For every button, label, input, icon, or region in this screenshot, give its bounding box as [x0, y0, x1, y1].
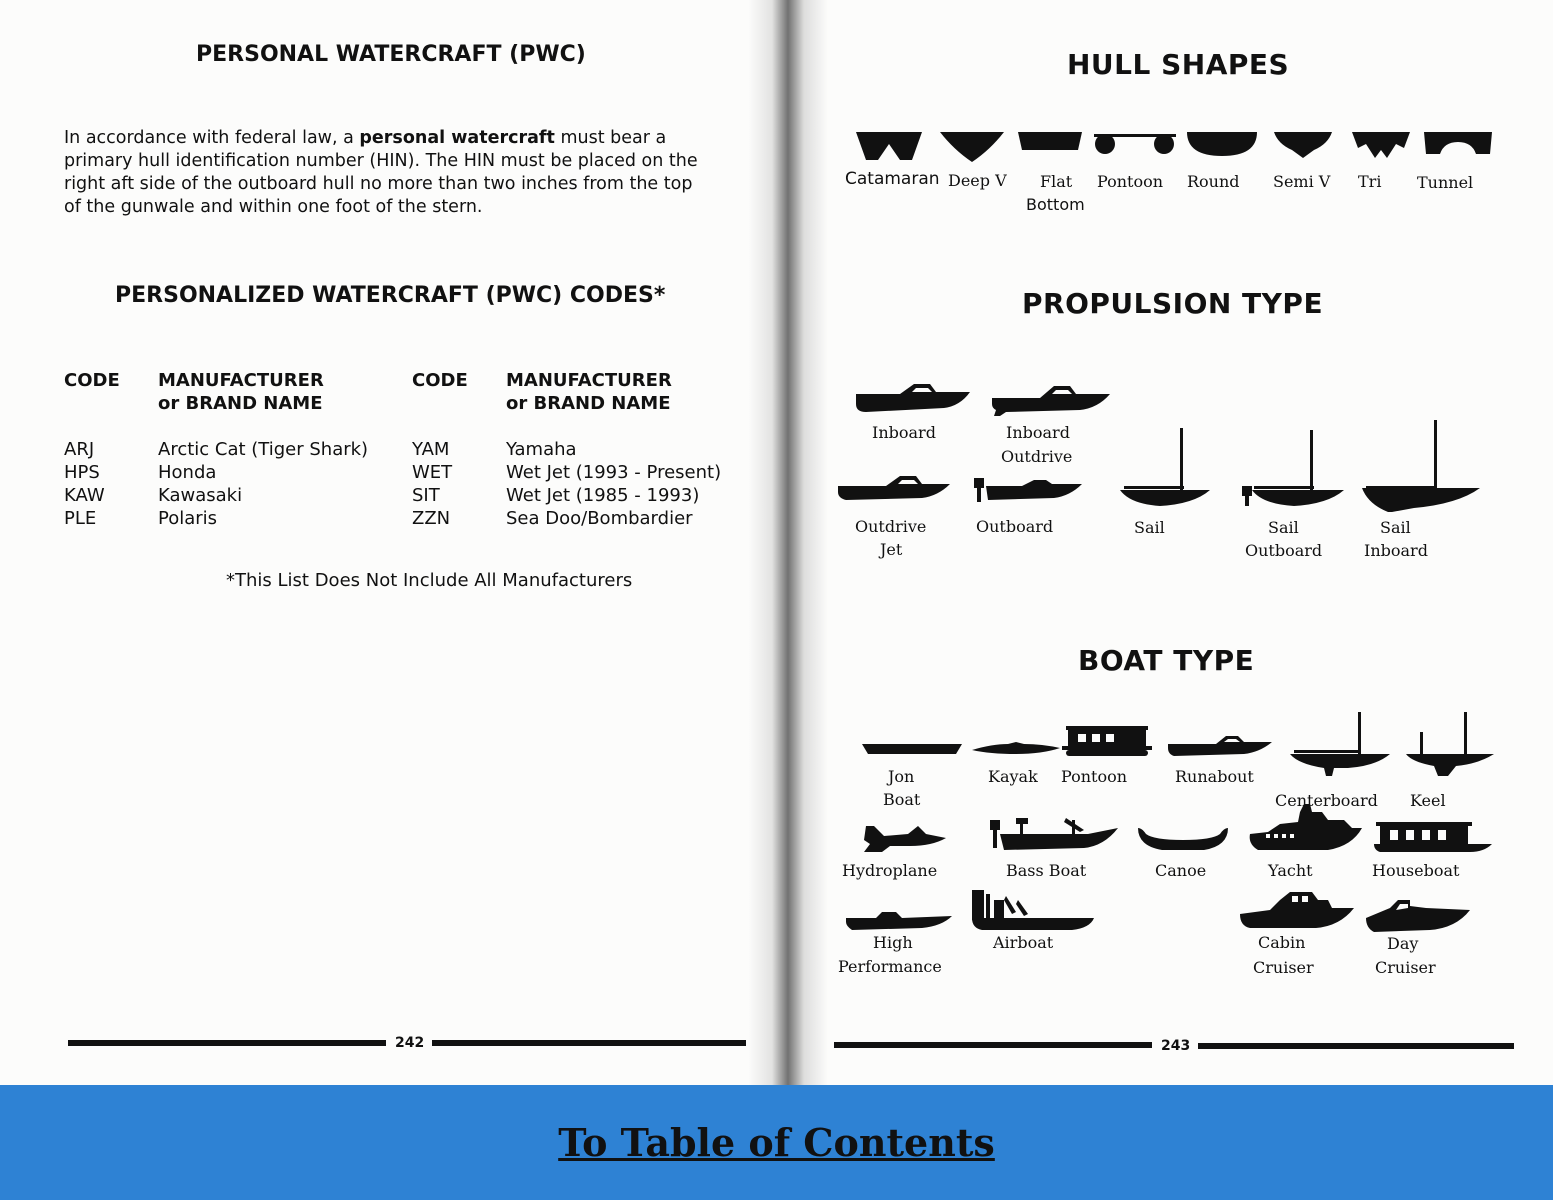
page-number-243: 243: [1161, 1038, 1191, 1054]
label-pontoon-hull: Pontoon: [1097, 172, 1164, 191]
label-yacht: Yacht: [1268, 861, 1313, 880]
inboard-boat-icon: [856, 380, 970, 416]
label-centerboard: Centerboard: [1275, 791, 1378, 810]
table-row: Wet Jet (1993 - Present): [506, 462, 722, 483]
yacht-icon: [1248, 804, 1362, 854]
label-tri: Tri: [1358, 172, 1382, 191]
table-row: SIT: [412, 485, 440, 506]
label-sail-outboard-2: Outboard: [1245, 541, 1323, 560]
label-hydroplane: Hydroplane: [842, 861, 938, 880]
label-outboard: Outboard: [976, 517, 1054, 536]
label-performance: Performance: [838, 957, 942, 976]
label-sail-inboard-1: Sail: [1380, 518, 1411, 537]
label-cabin-cruiser: Cruiser: [1253, 958, 1314, 977]
codes-left-column: [64, 438, 105, 530]
label-cabin: Cabin: [1258, 933, 1306, 952]
inboard-outdrive-boat-icon: [990, 384, 1110, 418]
table-row: Kawasaki: [158, 485, 243, 506]
cabin-cruiser-icon: [1240, 888, 1354, 932]
canoe-icon: [1138, 826, 1228, 852]
label-sail-inboard-2: Inboard: [1364, 541, 1428, 560]
flat-bottom-hull-icon: [1018, 130, 1082, 152]
tri-hull-icon: [1352, 130, 1410, 160]
pwc-line-4: of the gunwale and within one foot of the stern.: [64, 197, 483, 217]
page-rule: [1198, 1043, 1514, 1049]
page-number-242: 242: [395, 1035, 425, 1051]
hydroplane-icon: [860, 822, 946, 854]
jon-boat-icon: [862, 742, 962, 756]
outdrive-jet-boat-icon: [838, 474, 950, 504]
label-inboard-outdrive-2: Outdrive: [1001, 447, 1073, 466]
semi-v-hull-icon: [1274, 130, 1332, 160]
page-rule: [432, 1040, 746, 1046]
table-row: Wet Jet (1985 - 1993): [506, 485, 700, 506]
tunnel-hull-icon: [1424, 130, 1492, 156]
label-sail: Sail: [1134, 518, 1165, 537]
label-tunnel: Tunnel: [1417, 173, 1474, 192]
names-left-column: [158, 438, 368, 530]
label-kayak: Kayak: [988, 767, 1038, 786]
airboat-icon: [972, 890, 1094, 932]
table-row: WET: [412, 462, 453, 483]
label-pontoon-boat: Pontoon: [1061, 767, 1128, 786]
deep-v-hull-icon: [940, 130, 1004, 164]
pwc-line-3: right aft side of the outboard hull no more than two inches from the top: [64, 174, 693, 194]
table-of-contents-link[interactable]: To Table of Contents: [558, 1120, 995, 1165]
label-houseboat: Houseboat: [1372, 861, 1460, 880]
table-row: Arctic Cat (Tiger Shark): [158, 439, 369, 460]
label-day-cruiser: Cruiser: [1375, 958, 1436, 977]
catamaran-hull-icon: [856, 130, 922, 164]
label-bottom: Bottom: [1026, 195, 1085, 214]
table-row: YAM: [412, 439, 450, 460]
table-row: PLE: [64, 508, 97, 529]
label-inboard: Inboard: [872, 423, 936, 442]
label-round: Round: [1187, 172, 1240, 191]
label-sail-outboard-1: Sail: [1268, 518, 1299, 537]
kayak-icon: [972, 740, 1060, 756]
label-catamaran: Catamaran: [845, 169, 940, 189]
table-row: Yamaha: [506, 439, 577, 460]
hull-shapes-title: HULL SHAPES: [1067, 48, 1290, 81]
table-row: KAW: [64, 485, 105, 506]
table-row: ZZN: [412, 508, 451, 529]
pwc-title: PERSONAL WATERCRAFT (PWC): [196, 42, 586, 67]
label-day: Day: [1387, 934, 1419, 953]
label-deep-v: Deep V: [948, 171, 1007, 190]
page-rule: [834, 1042, 1152, 1048]
pwc-paragraph: [64, 127, 744, 219]
label-jon-boat: Boat: [883, 790, 921, 809]
table-row: Honda: [158, 462, 217, 483]
label-outdrive-jet-2: Jet: [880, 540, 903, 559]
label-inboard-outdrive-1: Inboard: [1006, 423, 1070, 442]
label-jon: Jon: [888, 767, 915, 786]
propulsion-title: PROPULSION TYPE: [1022, 287, 1324, 320]
label-airboat: Airboat: [993, 933, 1054, 952]
boat-type-title: BOAT TYPE: [1078, 644, 1255, 677]
pontoon-hull-icon: [1094, 130, 1176, 156]
names-right-column: [506, 438, 721, 530]
header-code-1: CODE: [64, 370, 120, 391]
label-high: High: [873, 933, 913, 952]
centerboard-boat-icon: [1290, 712, 1390, 778]
header-manufacturer-1: MANUFACTURER or BRAND NAME: [158, 370, 324, 414]
runabout-icon: [1168, 734, 1272, 758]
label-semi-v: Semi V: [1273, 172, 1331, 191]
book-gutter-shadow: [748, 0, 828, 1085]
page-rule: [68, 1040, 386, 1046]
round-hull-icon: [1187, 130, 1257, 158]
pwc-line-1: In accordance with federal law, a personal watercraft must bear a: [64, 128, 667, 148]
label-canoe: Canoe: [1155, 861, 1207, 880]
keel-boat-icon: [1406, 712, 1494, 778]
label-bass-boat: Bass Boat: [1006, 861, 1087, 880]
label-runabout: Runabout: [1175, 767, 1254, 786]
footnote: *This List Does Not Include All Manufacturers: [226, 570, 633, 591]
header-code-2: CODE: [412, 370, 468, 391]
bass-boat-icon: [988, 816, 1118, 854]
codes-title: PERSONALIZED WATERCRAFT (PWC) CODES*: [115, 283, 666, 308]
sail-boat-icon: [1120, 428, 1210, 508]
codes-right-column: [412, 438, 452, 530]
outboard-boat-icon: [972, 476, 1082, 508]
pwc-line-2: primary hull identification number (HIN). The HIN must be placed on the: [64, 151, 698, 171]
table-row: HPS: [64, 462, 100, 483]
label-keel: Keel: [1410, 791, 1446, 810]
high-performance-boat-icon: [846, 904, 952, 930]
table-row: ARJ: [64, 439, 95, 460]
label-flat: Flat: [1040, 172, 1073, 191]
pontoon-boat-icon: [1062, 726, 1152, 758]
table-row: Polaris: [158, 508, 218, 529]
header-manufacturer-2: MANUFACTURER or BRAND NAME: [506, 370, 672, 414]
sail-outboard-boat-icon: [1240, 430, 1344, 510]
day-cruiser-icon: [1366, 898, 1470, 934]
label-outdrive-jet-1: Outdrive: [855, 517, 927, 536]
sail-inboard-boat-icon: [1362, 420, 1480, 514]
table-row: Sea Doo/Bombardier: [506, 508, 693, 529]
houseboat-icon: [1374, 822, 1492, 854]
